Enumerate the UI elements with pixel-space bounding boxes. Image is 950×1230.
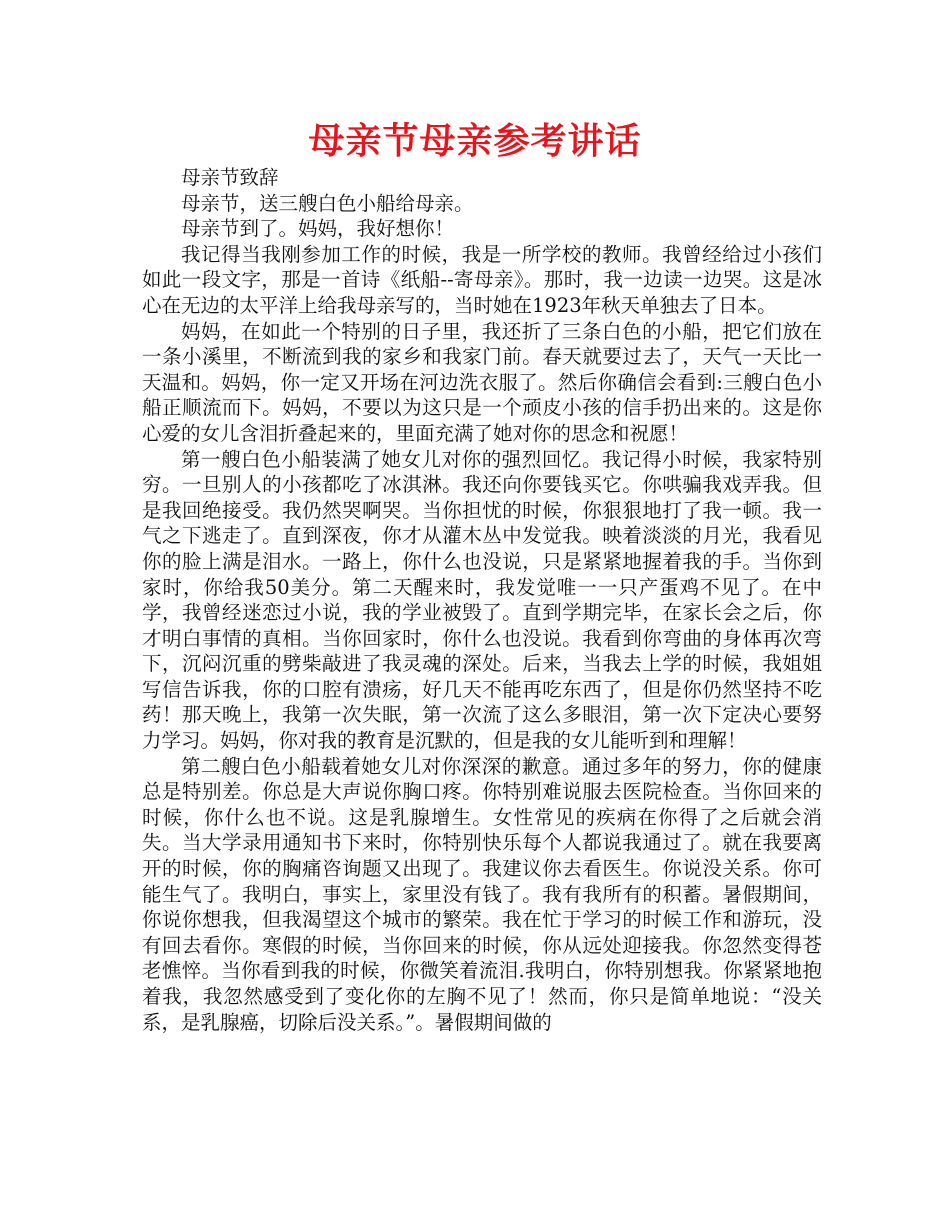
paragraph: 第二艘白色小船载着她女儿对你深深的歉意。通过多年的努力，你的健康总是特别差。你总是大声说你胸口疼。你特别难说服去医院检查。当你回来的时候，你什么也不说。这是乳腺增生。女性常见的疾病在你得了之后就会消失。当大学录用通知书下来时，你特别快乐每个人都说我通过了。就在我要离开的时候，你的胸痛咨询题又出现了。我建议你去看医生。你说没关系。你可能生气了。我明白，事实上，家里没有钱了。我有我所有的积蓄。暑假期间，你说你想我，但我渴望这个城市的繁荣。我在忙于学习的时候工作和游玩，没有回去看你。寒假的时候，当你回来的时候，你从远处迎接我。你忽然变得苍老憔悴。当你看到我的时候，你微笑着流泪.我明白，你特别想我。你紧紧地抱着我，我忽然感受到了变化你的左胸不见了！然而，你只是简单地说：“没关系，是乳腺癌，切除后没关系。”。暑假期间做的 (142, 754, 822, 1034)
document-title: 母亲节母亲参考讲话 (308, 121, 642, 162)
paragraph: 第一艘白色小船装满了她女儿对你的强烈回忆。我记得小时候，我家特别穷。一旦别人的小孩都吃了冰淇淋。我还向你要钱买它。你哄骗我戏弄我。但是我回绝接受。我仍然哭啊哭。当你担忧的时候，你狠狠地打了我一顿。我一气之下逃走了。直到深夜，你才从灌木丛中发觉我。映着淡淡的月光，我看见你的脸上满是泪水。一路上，你什么也没说，只是紧紧地握着我的手。当你到家时，你给我50美分。第二天醒来时，我发觉唯一一只产蛋鸡不见了。在中学，我曾经迷恋过小说，我的学业被毁了。直到学期完毕，在家长会之后，你才明白事情的真相。当你回家时，你什么也没说。我看到你弯曲的身体再次弯下，沉闷沉重的劈柴敲进了我灵魂的深处。后来，当我去上学的时候，我姐姐写信告诉我，你的口腔有溃疡，好几天不能再吃东西了，但是你仍然坚持不吃药！那天晚上，我第一次失眠，第一次流了这么多眼泪，第一次下定决心要努力学习。妈妈，你对我的教育是沉默的，但是我的女儿能听到和理解！ (142, 447, 822, 753)
paragraph: 母亲节到了。妈妈，我好想你！ (181, 217, 455, 241)
document-body (142, 165, 822, 1035)
paragraph: 我记得当我刚参加工作的时候，我是一所学校的教师。我曾经给过小孩们如此一段文字，那是一首诗《纸船--寄母亲》。那时，我一边读一边哭。这是冰心在无边的太平洋上给我母亲写的，当时她在1923年秋天单独去了日本。 (142, 242, 822, 317)
paragraph: 母亲节，送三艘白色小船给母亲。 (181, 191, 474, 215)
paragraph: 母亲节致辞 (181, 166, 279, 189)
paragraph: 妈妈，在如此一个特别的日子里，我还折了三条白色的小船，把它们放在一条小溪里，不断流到我的家乡和我家门前。春天就要过去了，天气一天比一天温和。妈妈，你一定又开场在河边洗衣服了。然后你确信会看到:三艘白色小船正顺流而下。妈妈，不要以为这只是一个顽皮小孩的信手扔出来的。这是你心爱的女儿含泪折叠起来的，里面充满了她对你的思念和祝愿！ (142, 319, 822, 445)
